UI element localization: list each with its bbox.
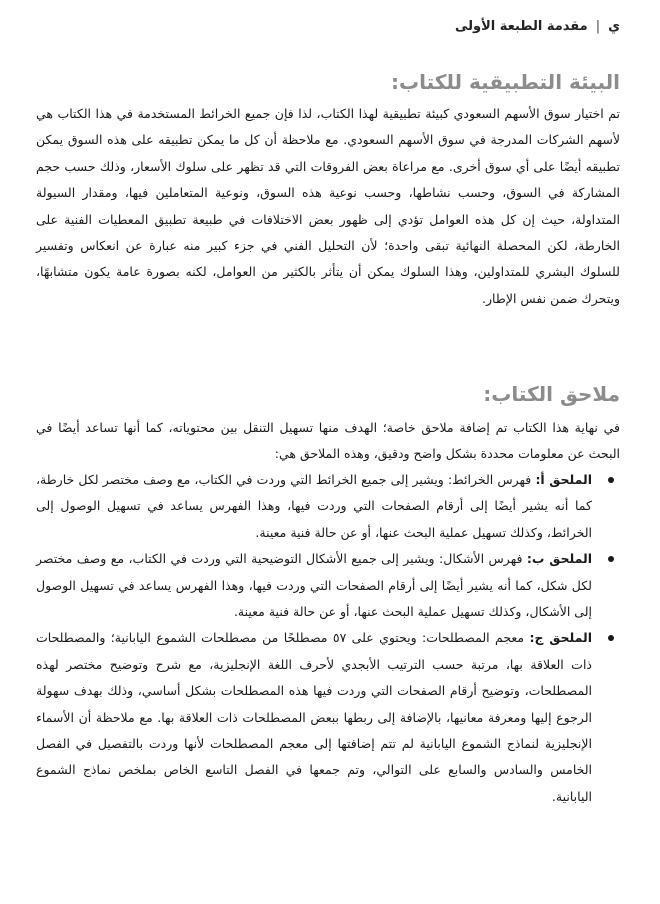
page-number: ي xyxy=(608,19,620,34)
header-separator: | xyxy=(595,19,601,34)
bullet-marker xyxy=(608,635,614,641)
appendix-list xyxy=(36,467,620,810)
paragraph-application-environment: تم اختيار سوق الأسهم السعودي كبيئة تطبيقية لهذا الكتاب، لذا فإن جميع الخرائط المستخدمة في هذا الكتاب هي لأسهم الشركات المدرجة في سوق الأسهم السعودي. مع ملاحظة أن كل ما يمكن تطبيقه على هذه السوق يمكن تطبيقه أيضًا على أي سوق أخرى. مع مراعاة بعض الفروقات التي قد تظهر على سلوك الأسعار، وذلك حسب حجم المشاركة في السوق، وحسب نشاطها، وحسب نوعية هذه السوق، ونوعية المتعاملين فيها، ومقدار السيولة المتداولة، حيث إن كل هذه العوامل تؤدي إلى ظهور بعض الاختلافات في طبيعة تطبيق المعطيات الفنية على الخارطة، لكن المحصلة النهائية تبقى واحدة؛ لأن التحليل الفني في جزء كبير منه عبارة عن انعكاس وتفسير للسلوك البشري للمتداولين، وهذا السلوك يمكن أن يتأثر بالكثير من العوامل، لكنه بصورة عامة يكون متشابهًا، ويتحرك ضمن نفس الإطار. xyxy=(36,106,620,306)
appendix-label: الملحق ج: xyxy=(529,630,592,646)
list-item xyxy=(36,546,620,625)
appendix-label: الملحق ب: xyxy=(526,551,593,567)
appendix-description: فهرس الخرائط: ويشير إلى جميع الخرائط التي وردت في الكتاب، مع وصف مختصر لكل خارطة، كما أنه يشير أيضًا إلى أرقام الصفحات التي وردت فيها، وهذا الفهرس يساعد في تسهيل الوصول إلى الخرائط، وكذلك تسهيل عملية البحث عنها، أو عن حالة فنية معينة. xyxy=(36,472,592,540)
bullet-marker xyxy=(608,477,614,483)
list-item xyxy=(36,467,620,546)
section-title-application-environment: البيئة التطبيقية للكتاب: xyxy=(390,70,620,94)
paragraph-appendices-intro: في نهاية هذا الكتاب تم إضافة ملاحق خاصة؛ الهدف منها تسهيل التنقل بين محتوياته، كما أنها تساعد أيضًا في البحث عن معلومات محددة بشكل واضح ودقيق، وهذه الملاحق هي: xyxy=(36,420,620,462)
appendix-label: الملحق أ: xyxy=(535,472,592,487)
appendix-description: فهرس الأشكال: ويشير إلى جميع الأشكال التوضيحية التي وردت في الكتاب، مع وصف مختصر لكل شكل، كما أنه يشير أيضًا إلى أرقام الصفحات التي وردت فيها، وهذا الفهرس يساعد في تسهيل الوصول إلى الأشكال، وكذلك تسهيل عملية البحث عنها، أو عن حالة فنية معينة. xyxy=(36,551,592,620)
section-title-appendices: ملاحق الكتاب: xyxy=(483,382,620,406)
running-header xyxy=(455,19,620,34)
list-item xyxy=(36,625,620,810)
bullet-marker xyxy=(608,556,614,562)
chapter-title: مقدمة الطبعة الأولى xyxy=(455,19,588,34)
appendix-description: معجم المصطلحات: ويحتوي على ٥٧ مصطلحًا من مصطلحات الشموع اليابانية؛ والمصطلحات ذات العلاقة بها، مرتبة حسب الترتيب الأبجدي لأحرف اللغة الإنجليزية، مع شرح وتوضيح مختصر لهذه المصطلحات، وتوضيح أرقام الصفحات التي وردت فيها هذه المصطلحات بشكل أساسي، وذلك بهدف سهولة الرجوع إليها ومعرفة معانيها، بالإضافة إلى ربطها ببعض المصطلحات ذات العلاقة بها. مع ملاحظة أن الأسماء الإنجليزية لنماذج الشموع اليابانية لم تتم إضافتها إلى معجم المصطلحات لأنها وردت بالتفصيل في الفصل الخامس والسادس والسابع على التوالي، وتم جمعها في الفصل التاسع الخاص بملخص نماذج الشموع اليابانية. xyxy=(36,630,592,804)
